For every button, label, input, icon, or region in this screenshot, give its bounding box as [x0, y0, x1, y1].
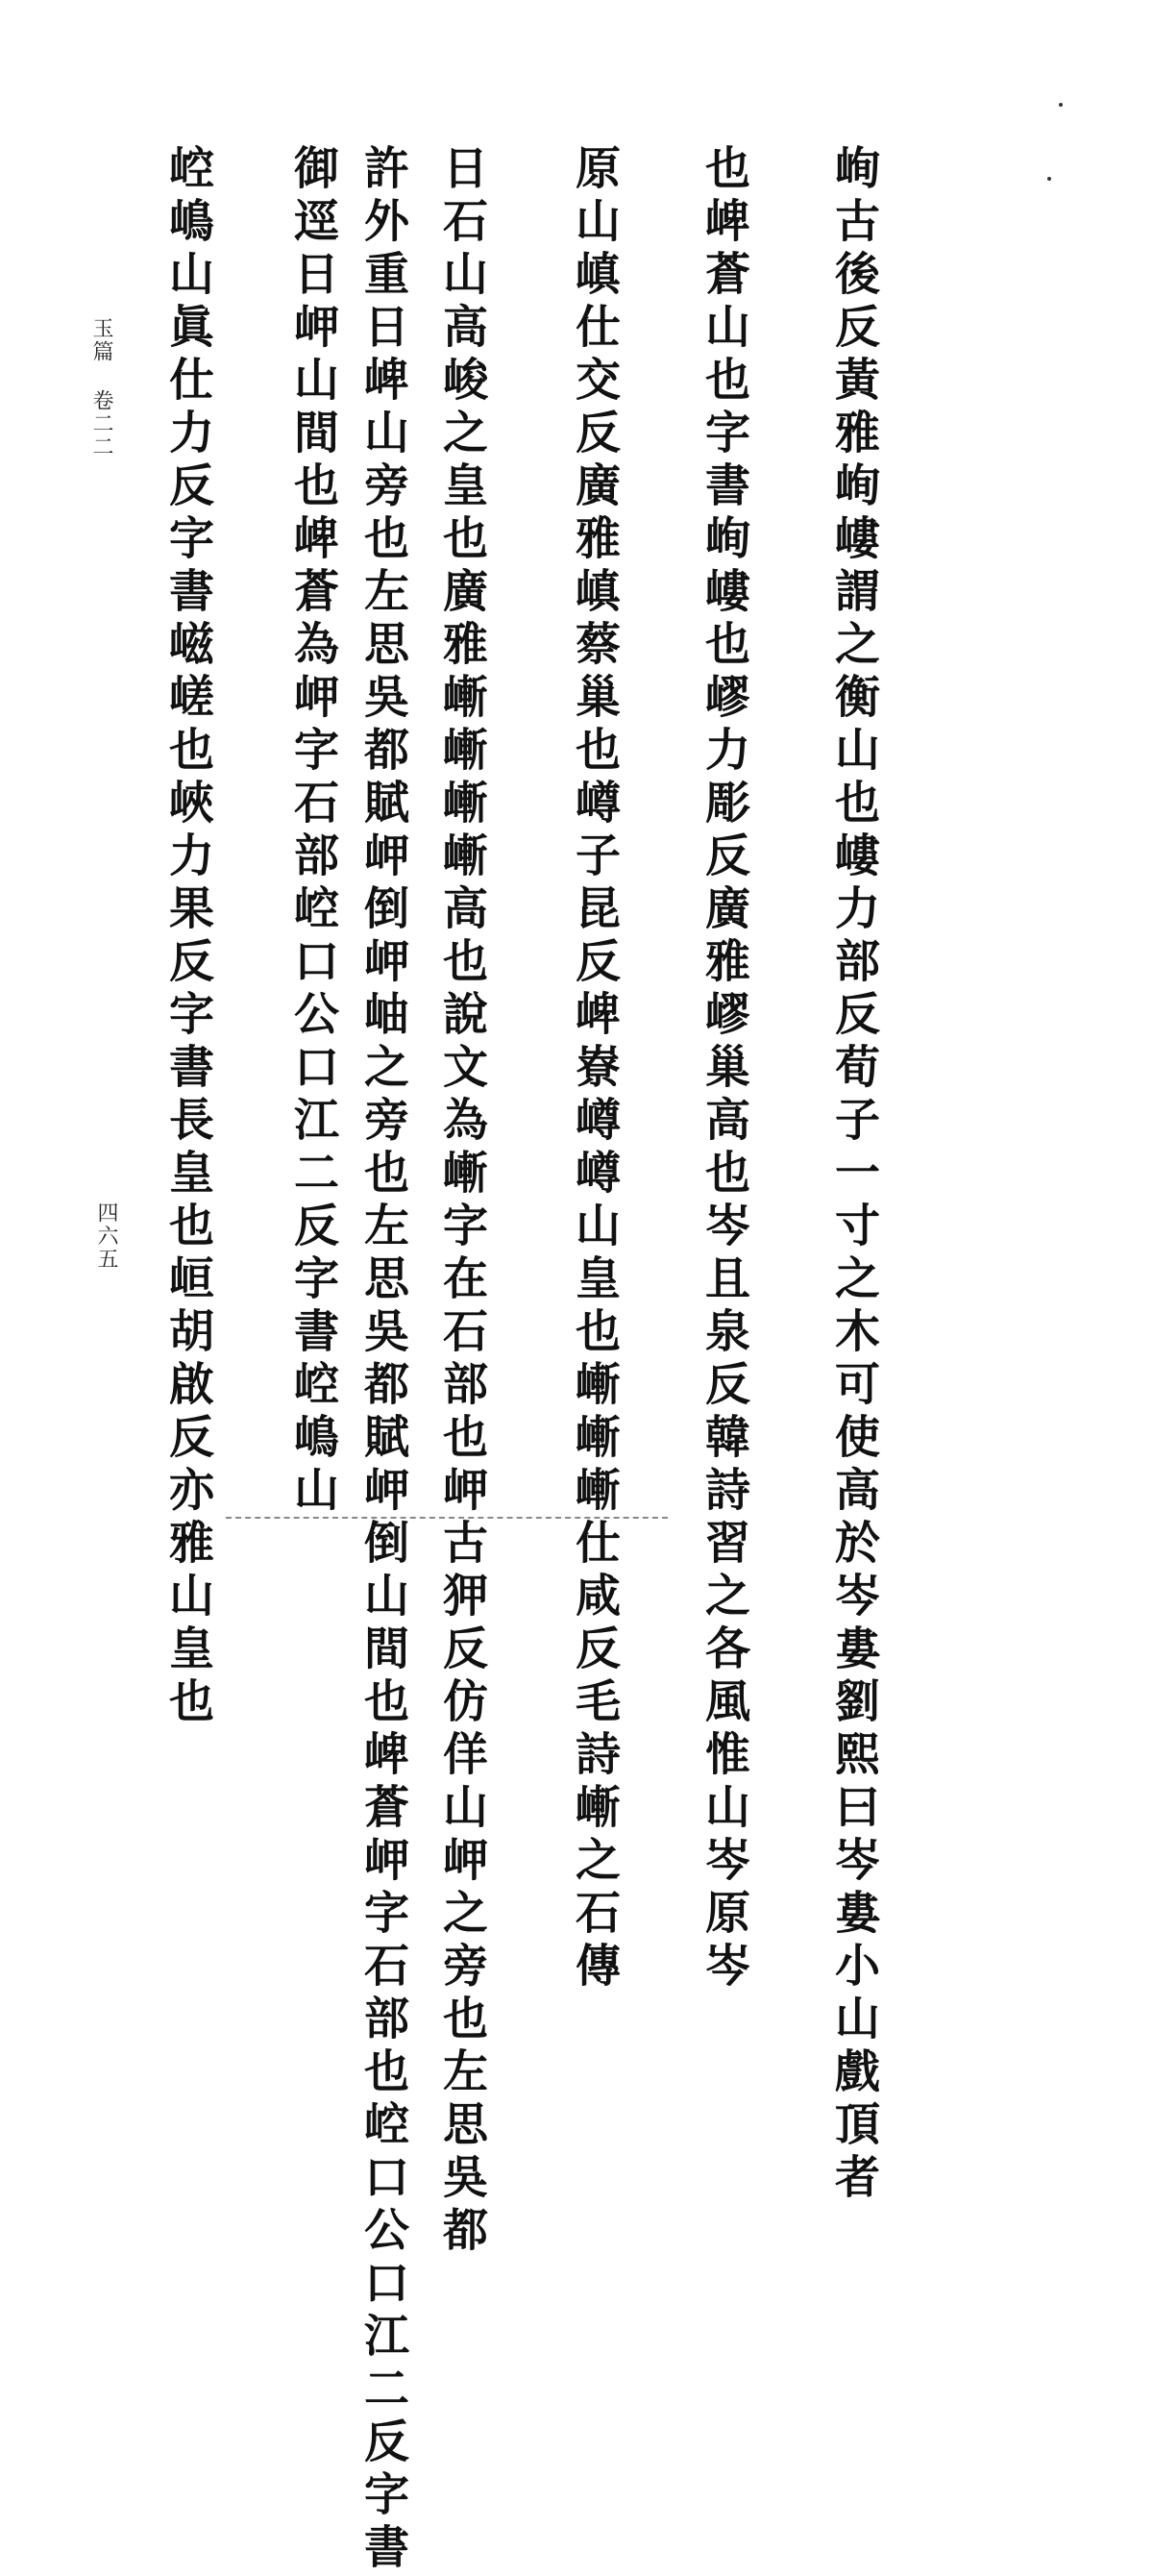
text-column-7: 崆嶋山眞仕力反字書嵫嵯也峽力果反字書長皇也峘胡啟反亦雅山皇也	[161, 144, 214, 1730]
text-column-4: 日石山高峻之皇也廣雅嶃嶃嶃嶃高也說文為嶃字在石部也岬古狎反仿佯山岬之旁也左思吳都	[435, 144, 488, 2259]
text-column-6: 御逕日岬山間也崥蒼為岬字石部崆口公口江二反字書崆嶋山	[286, 144, 339, 1519]
page-number: 四六五	[94, 1201, 118, 1271]
text-column-5: 許外重日崥山旁也左思吳都賦岬倒岬岫之旁也左思吳都賦岬倒山間也崥蒼岬字石部也崆口公口江二反字書	[356, 144, 409, 2576]
text-column-2: 也崥蒼山也字書峋嶁也嵺力彫反廣雅嵺巢高也岑且泉反韓詩習之各風惟山岑原岑	[698, 144, 750, 1994]
margin-title: 玉篇 卷二二	[89, 317, 113, 458]
scan-speck	[1047, 177, 1051, 181]
text-column-3: 原山嵮仕交反廣雅嵮蔡巢也嶟子昆反崥嶚嶟嶟山皇也嶃嶃嶃仕咸反毛詩嶃之石傳	[568, 144, 621, 1994]
bottom-dashed-rule	[226, 1517, 668, 1521]
scan-speck	[1059, 103, 1063, 107]
text-column-1: 峋古後反黃雅峋嶁謂之衡山也嶁力部反荀子一寸之木可使高於岑婁劉熙曰岑婁小山戲頂者	[827, 144, 880, 2206]
